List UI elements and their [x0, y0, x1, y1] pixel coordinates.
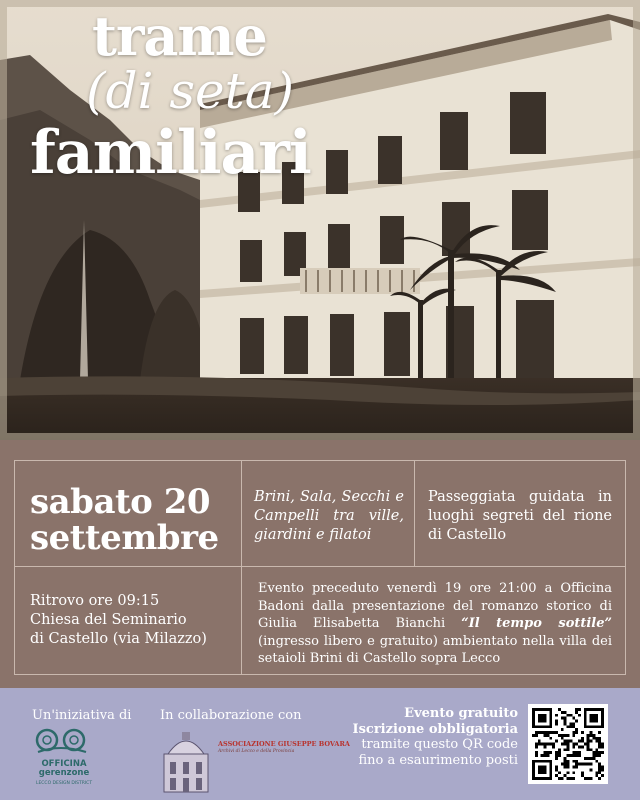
title-line-3: familiari — [30, 118, 311, 188]
divider-col-2 — [414, 460, 415, 566]
preceding-event-text — [258, 580, 612, 668]
divider-right-edge — [625, 460, 626, 674]
meeting-point — [30, 592, 238, 649]
meeting-place: Chiesa del Seminario — [30, 612, 187, 628]
divider-col-1 — [241, 460, 242, 674]
meeting-address: di Castello (via Milazzo) — [30, 631, 207, 647]
book-title: “Il tempo sottile” — [461, 616, 612, 631]
bovara-building-icon — [160, 724, 212, 794]
collaboration-label: In collaborazione con — [160, 708, 302, 723]
divider-top — [14, 460, 626, 461]
preceding-event-outro: (ingresso libero e gratuito) ambientato nella villa dei setaioli Brini di Castello sopra Lecco — [258, 633, 612, 666]
event-subtitle: Brini, Sala, Secchi e Campelli tra ville, giardini e filatoi — [254, 489, 404, 543]
event-date-line2: settembre — [30, 518, 219, 558]
registration-required-label: Iscrizione obbligatoria — [352, 721, 518, 737]
event-date-line1: sabato 20 — [30, 482, 211, 522]
divider-middle — [14, 566, 626, 567]
registration-info — [308, 706, 518, 768]
divider-bottom — [14, 674, 626, 675]
promoter-label: Un'iniziativa di — [32, 708, 132, 723]
bovara-association-name: ASSOCIAZIONE GIUSEPPE BOVARA — [218, 740, 350, 748]
title-line-1: trame — [92, 4, 267, 68]
title-line-2: (di seta) — [86, 62, 295, 120]
officina-name-line2: gerenzone — [38, 768, 90, 778]
officina-name — [30, 760, 98, 778]
divider-left-edge — [14, 460, 15, 674]
qr-code[interactable] — [528, 704, 608, 784]
officina-subtitle: LECCO DESIGN DISTRICT — [35, 781, 93, 786]
availability-note: fino a esaurimento posti — [358, 752, 518, 768]
officina-name-line1: OFFICINA — [41, 759, 87, 769]
qr-code-icon — [532, 708, 604, 780]
qr-instruction: tramite questo QR code — [361, 737, 518, 752]
meeting-time: Ritrovo ore 09:15 — [30, 593, 160, 609]
event-date — [30, 484, 219, 556]
footer — [0, 688, 640, 800]
walk-description: Passeggiata guidata in luoghi segreti del rione di Castello — [428, 489, 612, 543]
preceding-event-intro: Evento preceduto venerdì 19 ore 21:00 a Officina Badoni dalla presentazione del romanzo storico di Giulia Elisabetta Bianchi — [258, 581, 612, 631]
free-event-label: Evento gratuito — [404, 706, 518, 721]
info-panel — [0, 440, 640, 688]
bovara-association-subtitle: Archivi di Lecco e della Provincia — [218, 749, 295, 754]
